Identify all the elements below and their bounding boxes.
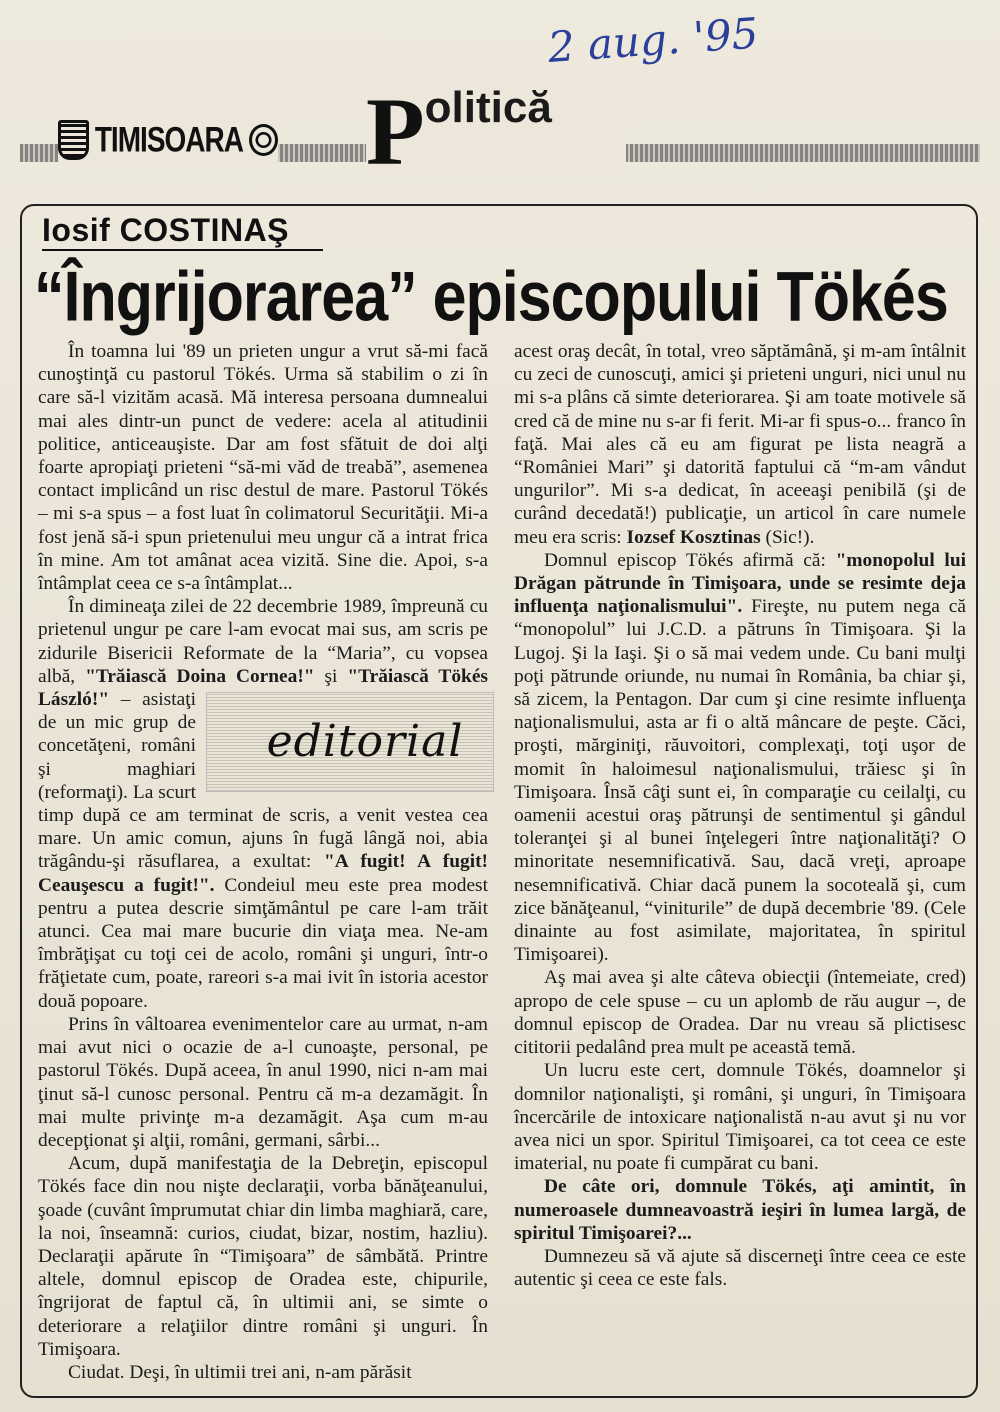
masthead-logo — [58, 116, 278, 164]
paragraph: Dumnezeu să vă ajute să discerneţi între ceea ce este autentic şi ceea ce este fals. — [514, 1245, 966, 1291]
logo-text: TIMISOARA — [94, 120, 243, 159]
section-title — [366, 78, 626, 185]
paragraph: Prins în vâltoarea evenimentelor care au urmat, n-am mai avut nici o ocazie de a-l cunoaşte, personal, pe pastorul Tökés. După aceea, în anul 1990, nici n-am mai ţinut să-l cunosc personal. Pentru că m-a dezamăgit. În mai multe privinţe m-a dezamăgit. Aşa cum m-au decepţionat şi alţii, români, germani, sârbi... — [38, 1013, 488, 1151]
article-author: Iosif COSTINAŞ — [42, 212, 323, 251]
article-headline: “Îngrijorarea” episcopului Tökés — [34, 257, 948, 336]
section-initial: P — [366, 78, 425, 185]
section-name: olitică — [424, 83, 552, 132]
handwritten-date: 2 aug. '95 — [546, 8, 760, 73]
paragraph: Domnul episcop Tökés afirmă că: "monopolul lui Drăgan pătrunde în Timişoara, unde se resimte deja influenţa naţionalismului". Fireşte, nu putem nega că “monopolul” lui J.C.D. a pătruns în Timişoara. Şi la Lugoj. Şi la Iaşi. Şi o să mai vedem unde. Cu bani mulţi poţi pătrunde oriunde, nu numai în România, ba chiar şi, să zicem, la Pentagon. Dar cum şi cine resimte influenţa naţionalismului, asta ar fi o altă mâncare de peşte. Căci, proşti, mărginiţi, răuvoitori, complexaţi, toţi uşor de momit în haloimesul naţionalismului, trăiesc şi în Timişoara. Însă câţi sunt ei, în comparaţie cu ceilalţi, cu oamenii acestui oraş pătrunşi de sentimentul şi gândul toleranţei şi al bunei înţelegeri între naţionalităţi? O minoritate nesemnificativă. Sau, dacă vreţi, aproape nesemnificativă. Chiar dacă punem la socoteală şi, cum zice bănăţeanul, “viniturile” de după decembrie '89. (Cele dinainte au fost asimilate, majoritatea, în spiritul Timişoarei). — [514, 549, 966, 966]
paragraph: Aş mai avea şi alte câteva obiecţii (întemeiate, cred) apropo de cele spuse – cu un aplomb de rău augur –, de domnul episcop de Oradea. Dar nu vreau să plictisesc cititorii pedalând prea mult pe această temă. — [514, 967, 966, 1059]
paragraph: Ciudat. Deşi, în ultimii trei ani, n-am părăsit — [68, 1361, 412, 1383]
paragraph: Un lucru este cert, domnule Tökés, doamnelor şi domnilor naţionalişti, şi români, şi unguri, în Timişoara încercările de intoxicare naţionalistă n-au avut şi nu vor avea nici un spor. Spiritul Timişoarei, ca tot ceea ce este imaterial, nu poate fi cumpărat cu bani. — [514, 1060, 966, 1175]
article-column-left — [38, 340, 488, 1384]
paragraph: În toamna lui '89 un prieten ungur a vrut să-mi facă cunoştinţă cu pastorul Tökés. Urma să stabilim o zi în care să-l vizităm acasă. Mă interesa persoana dumnealui mai ales dintr-un punct de vedere: acela al atitudinii politice, anticeauşiste. Dar am fost sfătuit de doi alţi foarte apropiaţi prieteni “să-mi văd de treabă”, asemenea contact implicând un risc destul de mare. Pastorul Tökés – mi s-a spus – a fost luat în colimatorul Securităţii. Mi-a fost jenă să-i spun prietenului meu ungur că a intrat frica în mine. Am tot amânat acea vizită. Sine die. Apoi, s-a întâmplat ceea ce s-a întâmplat... — [38, 341, 488, 595]
paragraph: De câte ori, domnule Tökés, aţi amintit, în numeroasele dumneavoastră ieşiri în lumea largă, de spiritul Timişoarei?... — [514, 1176, 966, 1244]
article-column-right — [514, 340, 966, 1291]
globe-icon — [249, 124, 278, 156]
coat-of-arms-icon — [58, 120, 89, 160]
paragraph: acest oraş decât, în total, vreo săptămână, şi m-am întâlnit cu zeci de cunoscuţi, amici şi prieteni unguri, nici unul nu mi s-a plâns că simte deteriorarea. Şi am toate motivele să cred că de mine nu s-ar fi ferit. Mi-ar fi spus-o... franco în faţă. Mai ales că eu am figurat pe lista neagră a “României Mari” şi datorită faptului că “m-am vândut ungurilor”. Mi s-a dedicat, în aceeaşi penibilă (şi de curând decedată!) publicaţie, un articol în care numele meu era scris: Iozsef Kosztinas (Sic!). — [514, 341, 966, 548]
editorial-label: editorial — [206, 692, 494, 792]
paragraph: Acum, după manifestaţia de la Debreţin, episcopul Tökés face din nou nişte declaraţii, vorba bănăţeanului, şoade (cuvânt împrumutat chiar din limba maghiară, care, la noi, înseamnă: curios, ciudat, bizar, nostim, hazliu). Declaraţii apărute în “Timişoara” de sâmbătă. Printre altele, domnul episcop de Oradea este, chipurile, îngrijorat de faptul că, în ultimii ani, se simte o deteriorare a relaţiilor dintre români şi unguri. În Timişoara. — [38, 1153, 488, 1360]
paragraph: În dimineaţa zilei de 22 decembrie 1989, împreună cu prietenul ungur pe care l-am evocat mai sus, am scris pe zidurile Bisericii Reformate de la “Maria”, cu vopsea albă, "Trăiască Doina Cornea!" şi "Trăiască Tökés László!" editorial – asistaţi de un mic grup de concetăţeni, români şi maghiari (reformaţi). La scurt timp după ce am terminat de scris, a venit vestea cea mare. Un amic comun, ajuns în fugă lângă noi, abia trăgându-şi răsuflarea, a exultat: "A fugit! A fugit! Ceauşescu a fugit!". Condeiul meu este prea modest pentru a putea descrie simţământul pe care l-am trăit atunci. Cea mai mare bucurie din viaţa mea. Ne-am îmbrăţişat cu toţi cei de acolo, români şi unguri, într-o frăţietate cum, poate, rareori s-a mai ivit în istoria acestor două popoare. — [38, 595, 488, 1013]
